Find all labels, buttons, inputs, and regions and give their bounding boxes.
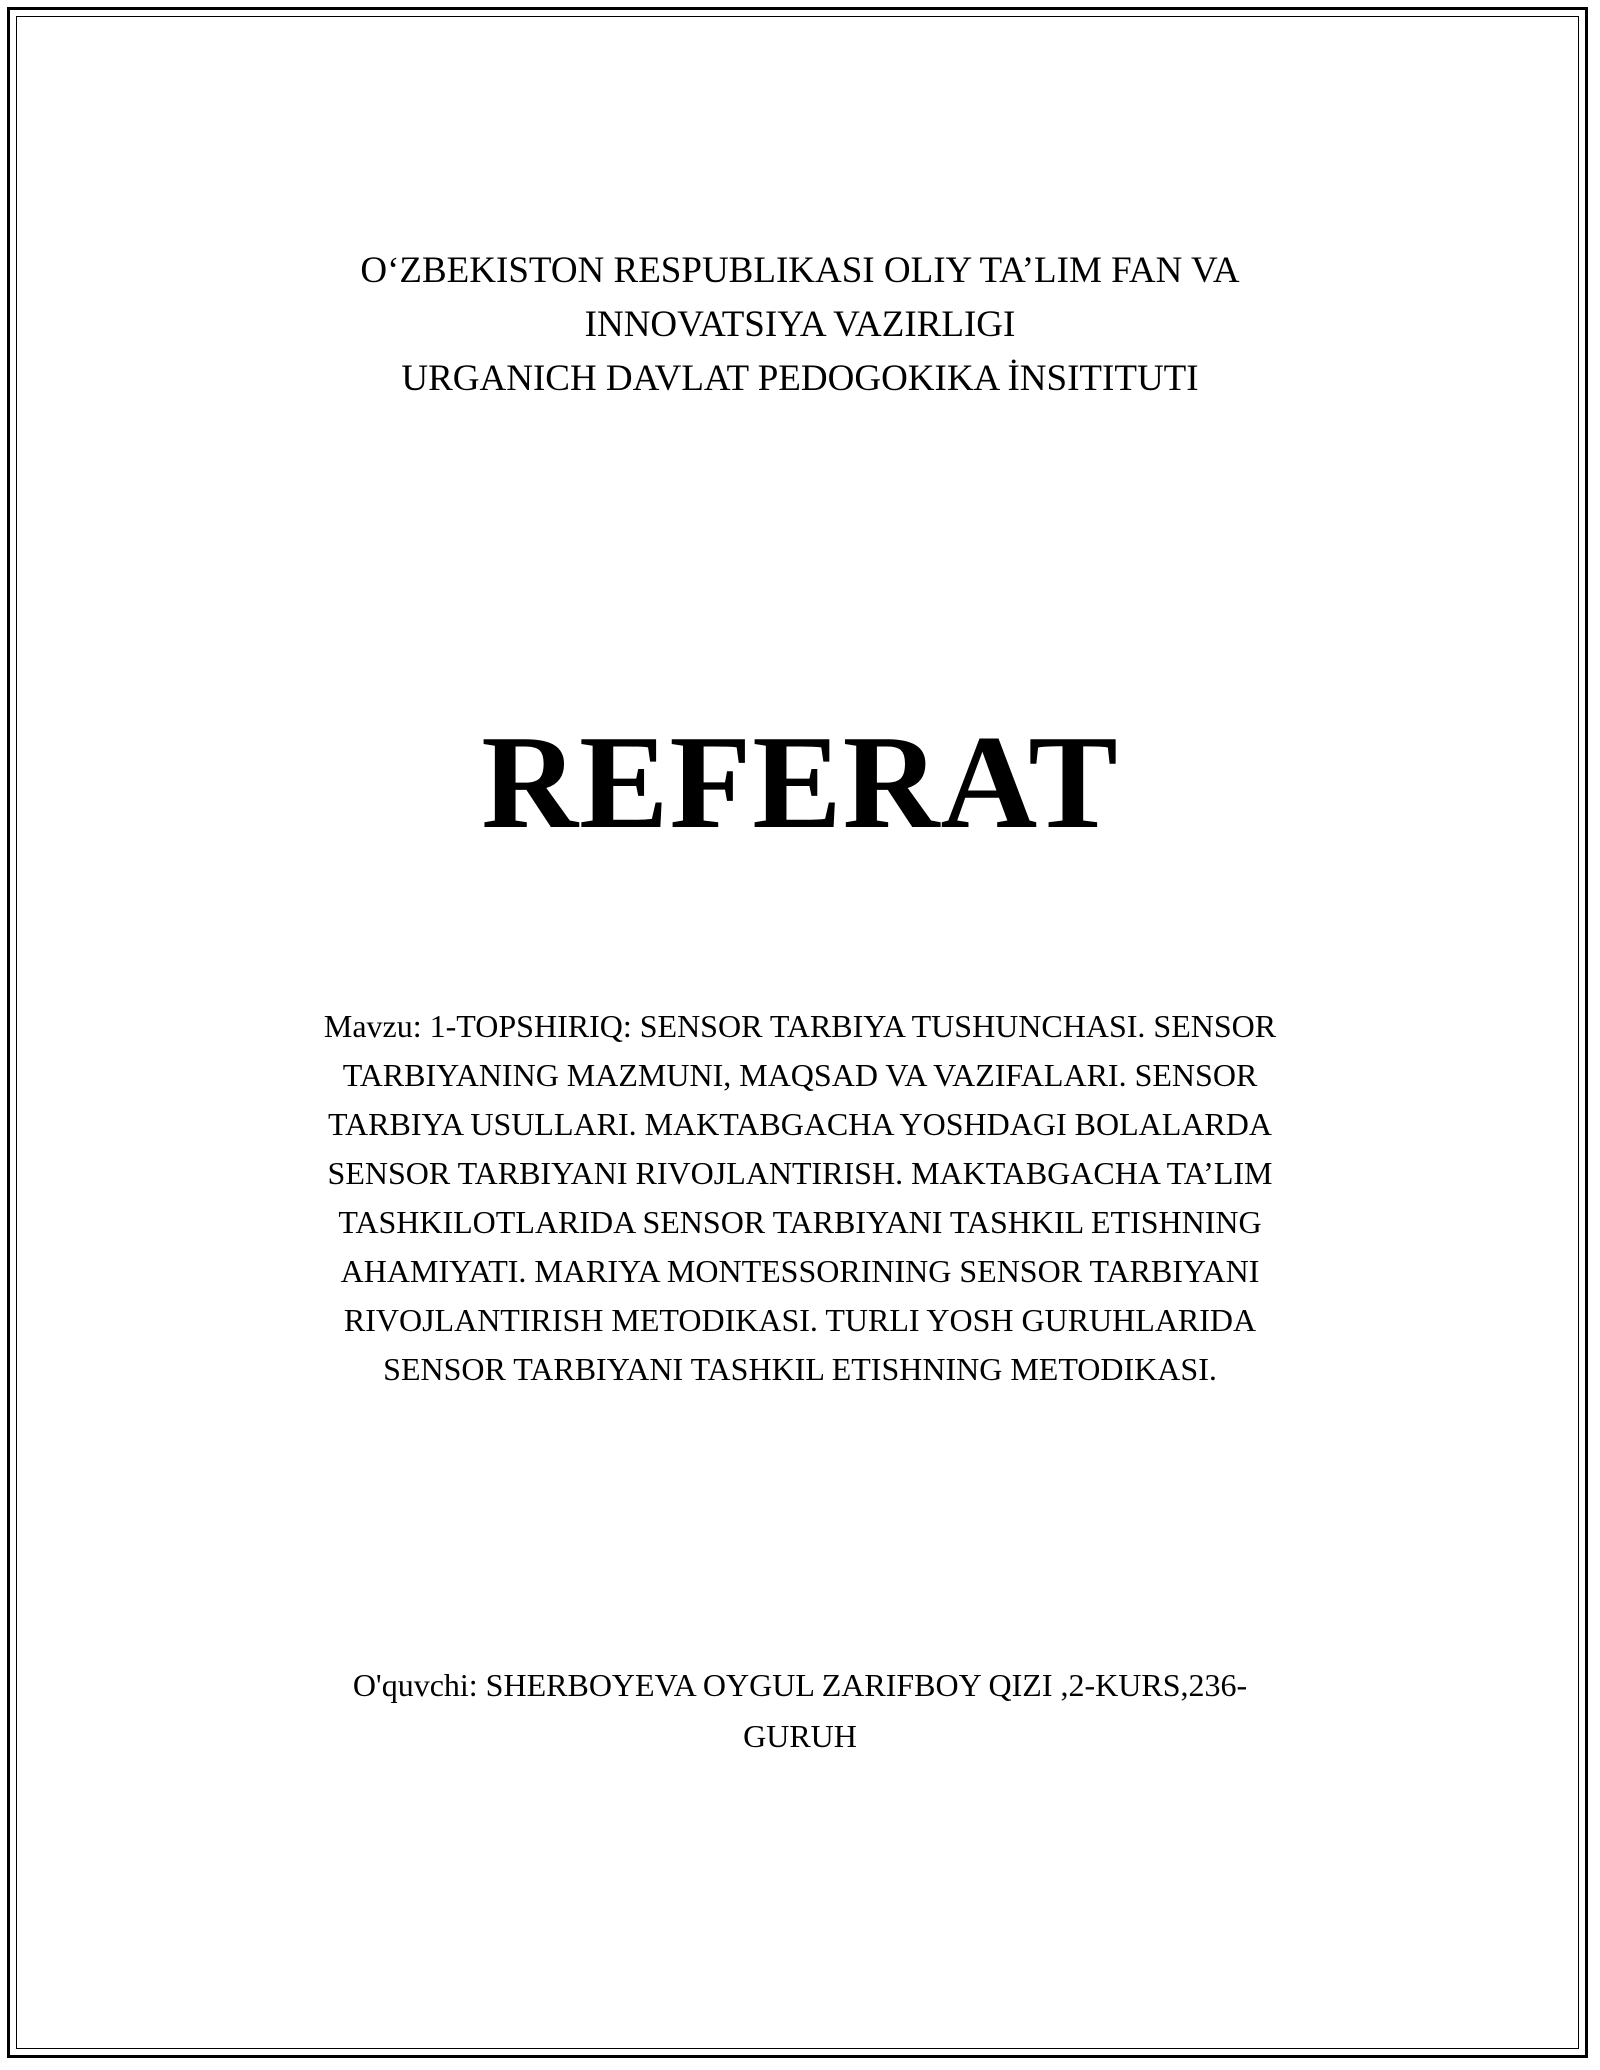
topic-line: SENSOR TARBIYANI TASHKIL ETISHNING METODIKASI. <box>383 1351 1217 1387</box>
topic-line: AHAMIYATI. MARIYA MONTESSORINING SENSOR TARBIYANI <box>340 1253 1260 1289</box>
header-line: URGANICH DAVLAT PEDOGOKIKA İNSITITUTI <box>401 358 1199 399</box>
student-line: GURUH <box>743 1718 857 1754</box>
topic-line: SENSOR TARBIYANI RIVOJLANTIRISH. MAKTABGACHA TA’LIM <box>327 1155 1273 1191</box>
topic-line: TASHKILOTLARIDA SENSOR TARBIYANI TASHKIL ETISHNING <box>338 1204 1262 1240</box>
institution-header <box>0 244 1600 406</box>
topic-line: Mavzu: 1-TOPSHIRIQ: SENSOR TARBIYA TUSHUNCHASI. SENSOR <box>323 1008 1277 1044</box>
topic-line: TARBIYA USULLARI. MAKTABGACHA YOSHDAGI BOLALARDA <box>328 1106 1272 1142</box>
header-line: INNOVATSIYA VAZIRLIGI <box>584 304 1016 345</box>
topic-block <box>0 1002 1600 1394</box>
header-line: O‘ZBEKISTON RESPUBLIKASI OLIY TA’LIM FAN VA <box>360 250 1240 291</box>
topic-line: RIVOJLANTIRISH METODIKASI. TURLI YOSH GURUHLARIDA <box>343 1302 1257 1338</box>
topic-line: TARBIYANING MAZMUNI, MAQSAD VA VAZIFALARI. SENSOR <box>342 1057 1258 1093</box>
student-info <box>0 1660 1600 1762</box>
student-line: O'quvchi: SHERBOYEVA OYGUL ZARIFBOY QIZI ,2-KURS,236- <box>352 1667 1248 1703</box>
document-title: REFERAT <box>481 708 1119 856</box>
